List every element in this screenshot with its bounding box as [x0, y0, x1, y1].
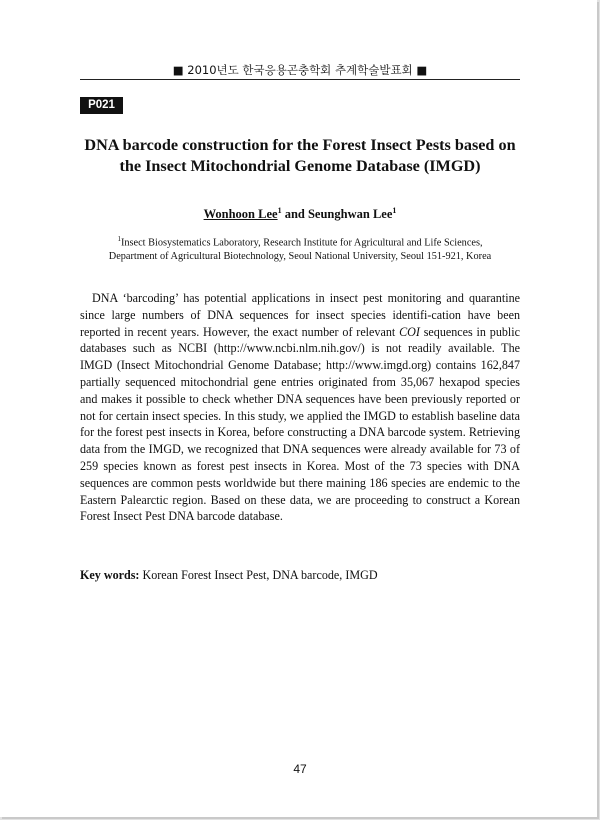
author-affiliation-mark: 1	[392, 206, 397, 215]
affiliation	[80, 232, 520, 264]
affiliation-mark: 1	[117, 235, 121, 243]
header-divider	[80, 79, 520, 80]
keywords	[80, 567, 520, 584]
running-header: ■ 2010년도 한국응용곤충학회 추계학술발표회 ■	[172, 63, 428, 77]
abstract-text-part-2: sequences in public databases such as NCBI (http://www.ncbi.nlm.nih.gov/) is not readily available. The IMGD (Insect Mitochondrial Genome Database; http://www.imgd.org) contains 162,847 partially sequenced mitochondrial gene entries originated from 35,067 hexapod species and makes it possible to check whether DNA sequences have been previously reported or not for certain insect species. In this study, we applied the IMGD to establish baseline data for the forest pest insects in Korea, before constructing a DNA barcode system. Retrieving data from the IMGD, we recognized that DNA sequences were already available for 73 of 259 species known as forest pest insects in Korea. Most of the 73 species with DNA sequences are common pests worldwide but there maining 186 species are endemic to the Eastern Palearctic region. Based on these data, we are proceeding to construct a Korean Forest Insect Pest DNA barcode database.	[80, 324, 521, 524]
author-affiliation-mark: 1	[277, 206, 282, 215]
author-connector: and	[281, 207, 308, 222]
title-line-2: the Insect Mitochondrial Genome Database (IMGD)	[119, 157, 481, 175]
paper-id-badge: P021	[80, 97, 123, 114]
keywords-label: Key words:	[80, 568, 140, 582]
keywords-text: Korean Forest Insect Pest, DNA barcode, IMGD	[139, 568, 378, 582]
author-list	[80, 206, 520, 222]
abstract-italic-term: COI	[399, 324, 420, 339]
paper-title	[80, 135, 520, 177]
title-line-1: DNA barcode construction for the Forest Insect Pests based on	[84, 136, 516, 154]
affiliation-line-2: Department of Agricultural Biotechnology, Seoul National University, Seoul 151-921, Korea	[108, 251, 492, 263]
abstract-text-part-1: DNA ‘barcoding’ has potential applications in insect pest monitoring and quarantine since large numbers of DNA sequences for insect species identifi-cation have been reported in recent years. However, the exact number of relevant	[80, 291, 520, 339]
abstract-body	[80, 290, 520, 525]
page-number: 47	[293, 762, 307, 776]
affiliation-line-1: Insect Biosystematics Laboratory, Research Institute for Agricultural and Life Sciences,	[120, 237, 483, 249]
author-name: Wonhoon Lee	[203, 207, 278, 222]
author-name: Seunghwan Lee	[307, 207, 393, 222]
